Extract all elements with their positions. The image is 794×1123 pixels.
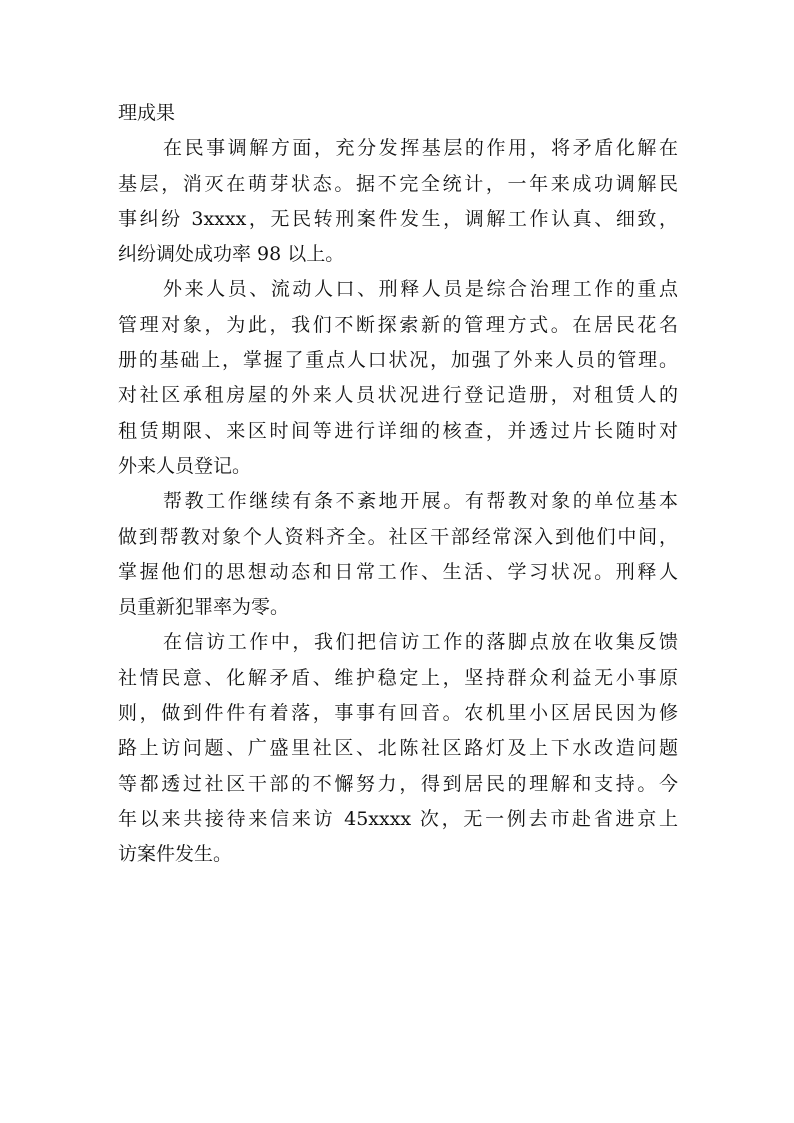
text-line: 外来人员登记。 xyxy=(118,454,252,477)
text-line: 等都透过社区干部的不懈努力，得到居民的理解和支持。今 xyxy=(118,772,678,795)
text-line: 做到帮教对象个人资料齐全。社区干部经常深入到他们中间， xyxy=(118,525,678,548)
paragraph-first-line: 在信访工作中，我们把信访工作的落脚点放在收集反馈 xyxy=(163,631,678,654)
text-line: 理成果 xyxy=(118,102,176,124)
text-line: 社情民意、化解矛盾、维护稳定上，坚持群众利益无小事原 xyxy=(118,666,678,689)
text-line: 管理对象，为此，我们不断探索新的管理方式。在居民花名 xyxy=(118,313,678,336)
paragraph-first-line: 外来人员、流动人口、刑释人员是综合治理工作的重点 xyxy=(163,278,678,301)
text-line: 年以来共接待来信来访 45xxxx 次，无一例去市赴省进京上 xyxy=(118,807,678,830)
text-line: 册的基础上，掌握了重点人口状况，加强了外来人员的管理。 xyxy=(118,349,678,372)
paragraph-first-line: 帮教工作继续有条不紊地开展。有帮教对象的单位基本 xyxy=(163,490,678,513)
text-line: 基层，消灭在萌芽状态。据不完全统计，一年来成功调解民 xyxy=(118,172,678,195)
text-line: 租赁期限、来区时间等进行详细的核查，并透过片长随时对 xyxy=(118,419,678,442)
text-line: 路上访问题、广盛里社区、北陈社区路灯及上下水改造问题 xyxy=(118,737,678,760)
text-line: 员重新犯罪率为零。 xyxy=(118,596,290,619)
text-line: 访案件发生。 xyxy=(118,843,233,866)
text-line: 掌握他们的思想动态和日常工作、生活、学习状况。刑释人 xyxy=(118,560,678,583)
paragraph-first-line: 在民事调解方面，充分发挥基层的作用，将矛盾化解在 xyxy=(163,137,678,160)
text-line: 对社区承租房屋的外来人员状况进行登记造册，对租赁人的 xyxy=(118,384,678,407)
text-line: 事纠纷 3xxxx，无民转刑案件发生，调解工作认真、细致， xyxy=(118,207,678,230)
text-line: 纠纷调处成功率 98 以上。 xyxy=(118,243,345,266)
text-line: 则，做到件件有着落，事事有回音。农机里小区居民因为修 xyxy=(118,702,678,725)
document-page xyxy=(118,96,678,873)
